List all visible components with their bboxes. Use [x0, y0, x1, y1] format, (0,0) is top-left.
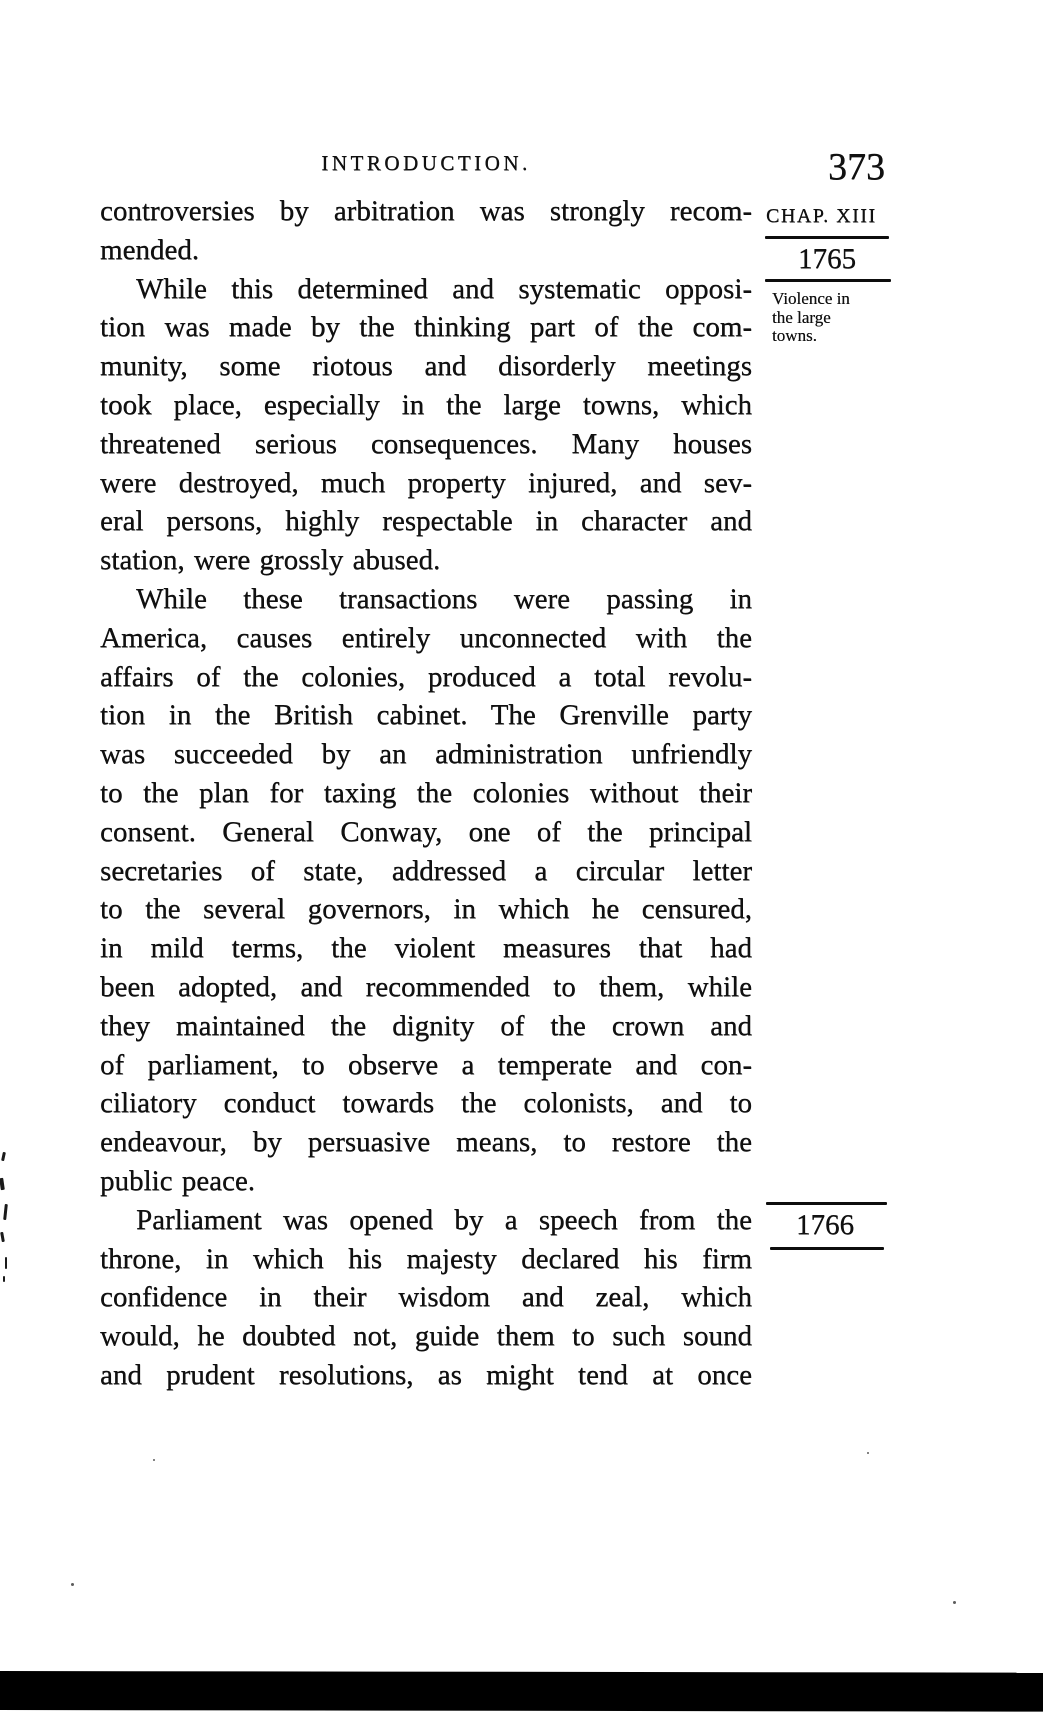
scan-artifact [153, 1459, 155, 1461]
text-line: been adopted, and recommended to them, while [100, 970, 752, 1003]
text-line: America, causes entirely unconnected with the [100, 621, 752, 654]
scan-artifact [0, 1232, 5, 1242]
text-line: station, were grossly abused. [100, 544, 441, 577]
text-line: mended. [100, 233, 200, 266]
margin-year-1766: 1766 [796, 1209, 854, 1241]
margin-rule [765, 279, 891, 282]
sidenote-line: towns. [772, 326, 817, 345]
text-line: of parliament, to observe a temperate and con- [100, 1048, 752, 1081]
text-line: would, he doubted not, guide them to such sound [100, 1320, 752, 1353]
scan-artifact [0, 1178, 5, 1190]
margin-sidenote [772, 290, 884, 346]
paragraph [100, 192, 752, 270]
scan-artifact [5, 1257, 7, 1269]
text-line: controversies by arbitration was strongly recom- [100, 195, 752, 227]
text-line: to the several governors, in which he censured, [100, 893, 752, 926]
text-line: munity, some riotous and disorderly meetings [100, 350, 752, 383]
body-text [100, 192, 752, 1395]
text-line: threatened serious consequences. Many houses [100, 427, 752, 460]
text-line: tion in the British cabinet. The Grenville party [100, 699, 752, 732]
text-line: and prudent resolutions, as might tend at once [100, 1358, 752, 1391]
text-line: affairs of the colonies, produced a total revolu- [100, 660, 752, 693]
sidenote-line: the large [772, 307, 831, 327]
text-line: in mild terms, the violent measures that had [100, 932, 752, 965]
scan-artifact [3, 1276, 5, 1282]
margin-rule [766, 1202, 887, 1205]
text-line: was succeeded by an administration unfriendly [100, 738, 752, 771]
running-head-title: INTRODUCTION. [321, 151, 531, 175]
margin-chapter-label: CHAP. XIII [766, 205, 877, 227]
paragraph [100, 580, 752, 1201]
text-line: Parliament was opened by a speech from the [136, 1203, 752, 1236]
text-line: were destroyed, much property injured, and sev- [100, 466, 752, 499]
text-line: took place, especially in the large towns, which [100, 388, 752, 421]
scan-artifact [953, 1601, 956, 1604]
margin-year-1765: 1765 [798, 243, 856, 275]
scan-artifact [1, 1152, 6, 1161]
text-line: throne, in which his majesty declared his firm [100, 1242, 752, 1275]
text-line: While these transactions were passing in [136, 582, 752, 615]
text-line: they maintained the dignity of the crown and [100, 1009, 752, 1042]
paragraph [100, 1201, 752, 1395]
text-line: ciliatory conduct towards the colonists, and to [100, 1087, 752, 1120]
text-line: secretaries of state, addressed a circular letter [100, 854, 752, 887]
text-line: public peace. [100, 1164, 255, 1197]
paragraph [100, 270, 752, 580]
text-line: endeavour, by persuasive means, to restore the [100, 1126, 752, 1159]
sidenote-line: Violence in [772, 289, 850, 308]
page-number: 373 [828, 146, 885, 188]
text-line: confidence in their wisdom and zeal, which [100, 1281, 752, 1314]
text-line: eral persons, highly respectable in character and [100, 505, 752, 538]
scan-artifact [3, 1204, 8, 1220]
text-line: consent. General Conway, one of the principal [100, 815, 752, 848]
scan-edge-band [0, 1671, 1043, 1712]
text-line: While this determined and systematic opposi- [136, 272, 752, 305]
scan-artifact [867, 1452, 869, 1454]
text-line: to the plan for taxing the colonies without their [100, 776, 752, 809]
text-line: tion was made by the thinking part of the com- [100, 311, 752, 344]
margin-rule [770, 1247, 884, 1250]
scan-artifact [71, 1583, 74, 1586]
margin-rule [765, 236, 889, 239]
